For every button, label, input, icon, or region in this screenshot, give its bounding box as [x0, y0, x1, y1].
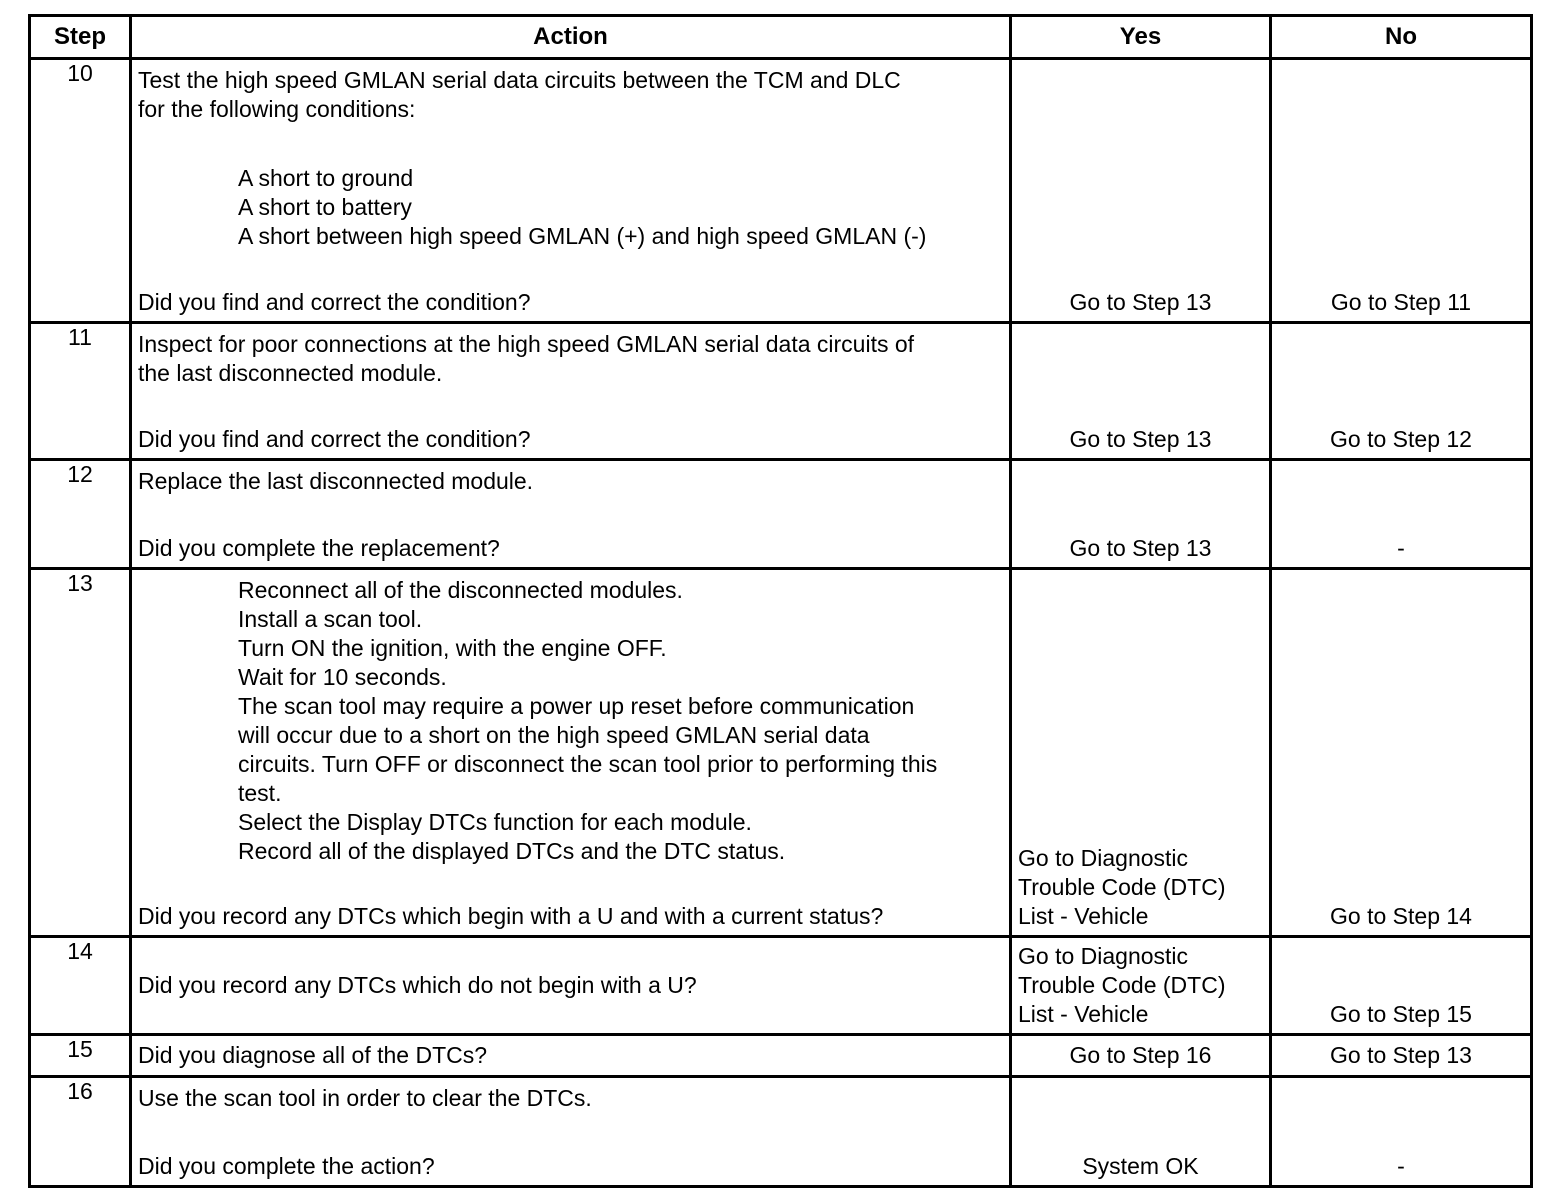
- yes-answer-line: List - Vehicle: [1018, 1001, 1149, 1027]
- table-row: [30, 1077, 1532, 1187]
- action-line: for the following conditions:: [138, 96, 416, 122]
- action-cell: [131, 1077, 1011, 1187]
- yes-answer: Go to Step 16: [1069, 1042, 1212, 1068]
- action-line: Test the high speed GMLAN serial data circuits between the TCM and DLC: [138, 67, 901, 93]
- no-answer: Go to Step 12: [1330, 426, 1472, 452]
- yes-answer: Go to Step 13: [1069, 289, 1212, 315]
- yes-answer: Go to Step 13: [1069, 535, 1212, 561]
- yes-cell: [1011, 323, 1271, 460]
- action-cell: [131, 323, 1011, 460]
- step-number: 11: [30, 323, 131, 460]
- procedure-item: Install a scan tool.: [238, 606, 423, 632]
- action-question: Did you complete the replacement?: [138, 535, 500, 561]
- action-question: Did you diagnose all of the DTCs?: [138, 1042, 488, 1068]
- step-number: 13: [30, 569, 131, 937]
- no-answer: -: [1397, 535, 1405, 561]
- no-answer: -: [1397, 1153, 1405, 1179]
- condition-item: A short to ground: [238, 165, 414, 191]
- action-question: Did you complete the action?: [138, 1153, 435, 1179]
- step-number: 16: [30, 1077, 131, 1187]
- action-cell: [131, 937, 1011, 1035]
- yes-answer: Go to Step 13: [1069, 426, 1212, 452]
- yes-cell: [1011, 937, 1271, 1035]
- action-line: Inspect for poor connections at the high speed GMLAN serial data circuits of: [138, 331, 915, 357]
- procedure-item: Record all of the displayed DTCs and the DTC status.: [238, 838, 786, 864]
- procedure-item: will occur due to a short on the high speed GMLAN serial data: [238, 722, 870, 748]
- action-question: Did you find and correct the condition?: [138, 426, 531, 452]
- condition-item: A short to battery: [238, 194, 412, 220]
- table-row: [30, 323, 1532, 460]
- action-cell: [131, 59, 1011, 323]
- no-cell: [1271, 1035, 1532, 1077]
- step-number: 15: [30, 1035, 131, 1077]
- yes-cell: [1011, 1035, 1271, 1077]
- diagnostic-table: [28, 14, 1533, 1188]
- no-cell: [1271, 569, 1532, 937]
- action-question: Did you record any DTCs which do not begin with a U?: [138, 972, 697, 998]
- no-answer: Go to Step 11: [1330, 289, 1472, 315]
- action-question: Did you find and correct the condition?: [138, 289, 531, 315]
- table-row: [30, 1035, 1532, 1077]
- yes-cell: [1011, 569, 1271, 937]
- yes-answer-line: Trouble Code (DTC): [1018, 972, 1226, 998]
- yes-answer: System OK: [1082, 1153, 1199, 1179]
- no-cell: [1271, 1077, 1532, 1187]
- step-number: 14: [30, 937, 131, 1035]
- yes-cell: [1011, 1077, 1271, 1187]
- table-row: [30, 569, 1532, 937]
- header-yes: Yes: [1011, 16, 1271, 59]
- no-answer: Go to Step 14: [1330, 903, 1472, 929]
- procedure-item: test.: [238, 780, 282, 806]
- no-cell: [1271, 59, 1532, 323]
- header-row: [30, 16, 1532, 59]
- action-line: Use the scan tool in order to clear the DTCs.: [138, 1085, 592, 1111]
- action-cell: [131, 569, 1011, 937]
- action-question: Did you record any DTCs which begin with a U and with a current status?: [138, 903, 884, 929]
- no-cell: [1271, 323, 1532, 460]
- no-cell: [1271, 460, 1532, 569]
- yes-answer-line: Go to Diagnostic: [1018, 943, 1189, 969]
- step-number: 12: [30, 460, 131, 569]
- yes-answer-line: Go to Diagnostic: [1018, 845, 1189, 871]
- procedure-item: Select the Display DTCs function for each module.: [238, 809, 752, 835]
- action-cell: [131, 460, 1011, 569]
- table-row: [30, 460, 1532, 569]
- no-answer: Go to Step 15: [1330, 1001, 1472, 1027]
- procedure-item: Reconnect all of the disconnected modules.: [238, 577, 683, 603]
- header-no: No: [1271, 16, 1532, 59]
- procedure-item: Turn ON the ignition, with the engine OFF.: [238, 635, 667, 661]
- yes-answer-line: List - Vehicle: [1018, 903, 1149, 929]
- yes-cell: [1011, 460, 1271, 569]
- header-action: Action: [131, 16, 1011, 59]
- yes-answer-line: Trouble Code (DTC): [1018, 874, 1226, 900]
- yes-cell: [1011, 59, 1271, 323]
- table-row: [30, 937, 1532, 1035]
- no-answer: Go to Step 13: [1330, 1042, 1472, 1068]
- header-step: Step: [30, 16, 131, 59]
- procedure-item: Wait for 10 seconds.: [238, 664, 447, 690]
- procedure-item: circuits. Turn OFF or disconnect the scan tool prior to performing this: [238, 751, 938, 777]
- procedure-item: The scan tool may require a power up reset before communication: [238, 693, 915, 719]
- condition-item: A short between high speed GMLAN (+) and high speed GMLAN (-): [238, 223, 927, 249]
- no-cell: [1271, 937, 1532, 1035]
- step-number: 10: [30, 59, 131, 323]
- table-row: [30, 59, 1532, 323]
- action-cell: [131, 1035, 1011, 1077]
- action-line: the last disconnected module.: [138, 360, 443, 386]
- action-line: Replace the last disconnected module.: [138, 468, 534, 494]
